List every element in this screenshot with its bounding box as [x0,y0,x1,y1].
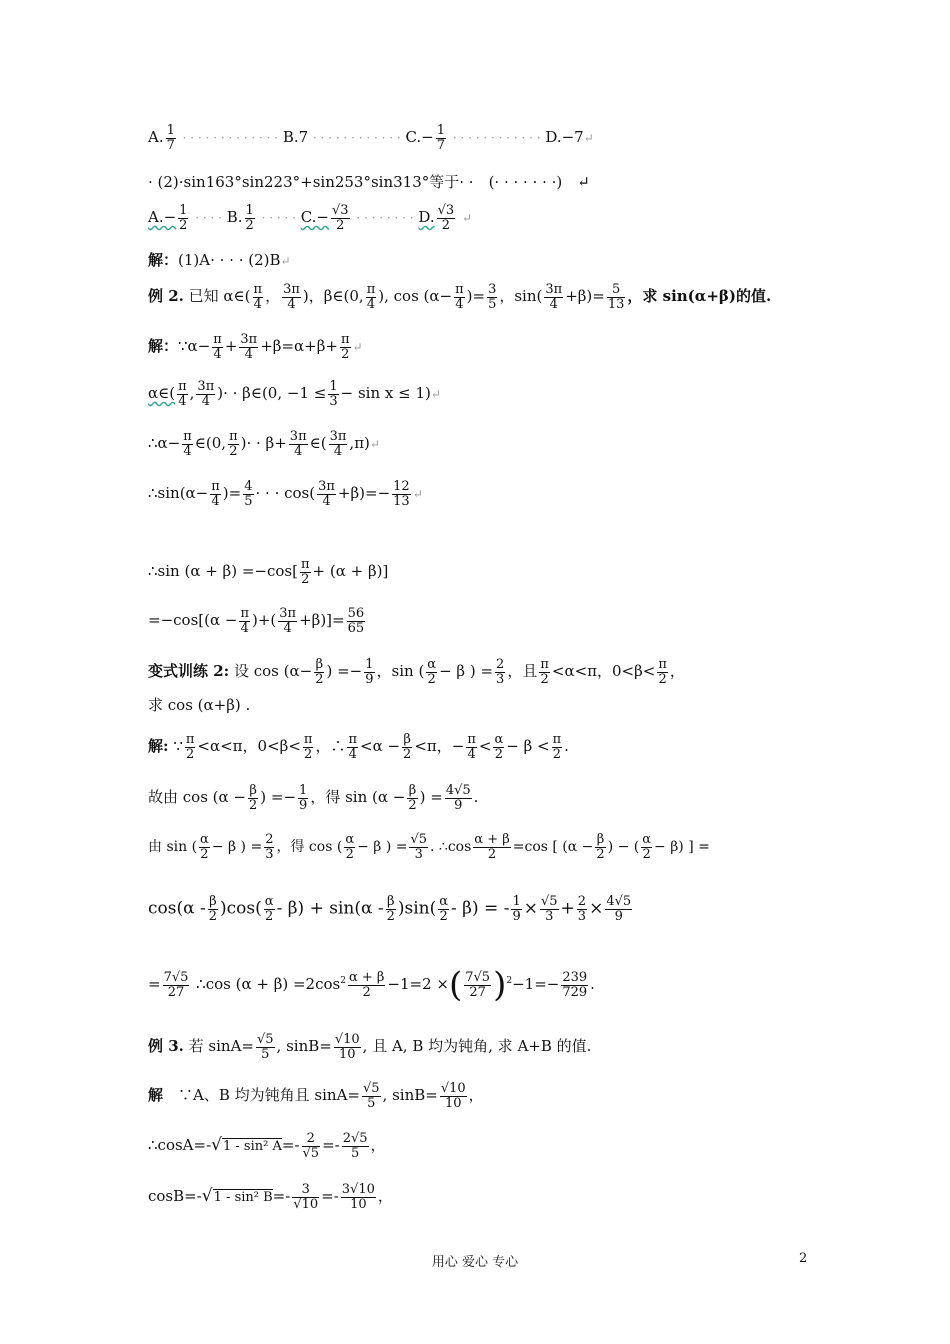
fraction: $\frac{\beta}{2}$ [386,894,395,924]
ex3-sol-line2: ∴cosA=-√1 - sin² A=- $\frac{2}{√5}$ =- $\frac{2√5}{5}$ ， [148,1131,386,1161]
fraction: $\frac{\pi}{2}$ [185,732,195,762]
fraction: $\frac{\pi}{2}$ [340,332,350,362]
fraction: $\frac{\pi}{4}$ [240,606,249,636]
fraction: $\frac{1}{2}$ [179,203,188,233]
fraction: $\frac{√3}{2}$ [331,203,349,233]
fraction: $\frac{2}{3}$ [496,657,505,687]
fraction: $\frac{\alpha + \beta}{2}$ [348,969,385,1000]
fraction: $\frac{3\pi}{4}$ [545,282,563,312]
q2-options: A.− $\frac{1}{2}$ · · · · B. $\frac{1}{2}$ · · · · · C.− $\frac{√3}{2}$ · · · · · · · · D. $\frac{√3}{2}$ ↵ [148,203,472,233]
sol2-line6: =−cos[(α − $\frac{\pi}{4}$ )+( $\frac{3\pi}{4}$ +β)]= $\frac{56}{65}$ [148,606,365,636]
fraction: $\frac{1}{9}$ [365,657,374,687]
fraction: $\frac{\beta}{2}$ [315,657,324,687]
fraction: $\frac{3\pi}{4}$ [240,332,258,362]
fraction: $\frac{3\pi}{4}$ [279,606,297,636]
fraction: $\frac{√5}{3}$ [410,832,428,862]
fraction: $\frac{\pi}{2}$ [552,732,562,762]
fraction: $\frac{\pi}{2}$ [229,429,238,459]
fraction: $\frac{2}{√5}$ [302,1131,320,1161]
fraction: $\frac{\alpha}{2}$ [200,832,209,862]
fraction: $\frac{1}{9}$ [512,894,521,924]
answer-1: 解：(1)A· · · · (2)B↵ [148,251,291,269]
fraction: $\frac{1}{9}$ [299,783,308,813]
vsol-line4: cos(α - $\frac{\beta}{2}$ )cos( $\frac{\alpha}{2}$ - β) + sin(α - $\frac{\beta}{2}$ )sin( $\frac{\alpha}{2}$ - β) = - $\frac{1}{9}$ × $\frac{√5}{3}$ + $\frac{2}{3}$ × $\frac{4√5}{9}$ [148,894,632,924]
fraction: $\frac{\pi}{4}$ [348,732,357,762]
fraction: $\frac{5}{13}$ [607,282,625,312]
fraction: $\frac{\alpha}{2}$ [264,894,274,924]
fraction: $\frac{\beta}{2}$ [208,894,218,924]
fraction: $\frac{\pi}{2}$ [303,732,313,762]
fraction: $\frac{\pi}{2}$ [540,657,549,687]
fraction: $\frac{4}{5}$ [244,479,253,509]
vsol-line2: 故由 cos (α − $\frac{\beta}{2}$ ) =− $\frac{1}{9}$ ，得 sin (α − $\frac{\beta}{2}$ ) = $\frac{4√5}{9}$ . [148,783,479,813]
fraction: $\frac{√10}{10}$ [440,1081,466,1111]
fraction: $\frac{\pi}{4}$ [253,282,263,312]
fraction: $\frac{\pi}{4}$ [211,479,220,509]
fraction: $\frac{12}{13}$ [393,479,410,509]
fraction: $\frac{2√5}{5}$ [342,1131,368,1161]
fraction: $\frac{\pi}{4}$ [366,282,376,312]
page-footer: 用心 爱心 专心 [431,1255,519,1270]
fraction: $\frac{4√5}{9}$ [606,894,632,924]
sol2-line2: α∈( $\frac{\pi}{4}$ , $\frac{3\pi}{4}$ )· · β∈(0, −1 ≤ $\frac{1}{3}$ − sin x ≤ 1)↵ [148,379,441,409]
example-2: 例 2. 已知 α∈( $\frac{\pi}{4}$ ， $\frac{3\pi}{4}$ )，β∈(0, $\frac{\pi}{4}$ ), cos (α− $\frac{\pi}{4}$ )= $\frac{3}{5}$ ，sin( $\frac{3\pi}{4}$ +β)= $\frac{5}{13}$ ，求 sin(α+β)的值. [148,282,772,312]
fraction: $\frac{\alpha}{2}$ [642,832,652,862]
fraction: $\frac{√5}{5}$ [362,1081,380,1111]
fraction: $\frac{√5}{5}$ [256,1032,274,1062]
fraction: $\frac{3\pi}{4}$ [318,479,335,509]
fraction: $\frac{3\pi}{4}$ [197,379,215,409]
fraction: $\frac{3}{5}$ [488,282,497,312]
fraction: $\frac{3}{√10}$ [293,1182,319,1212]
fraction: $\frac{\pi}{2}$ [658,657,667,687]
fraction: $\frac{\alpha}{2}$ [494,732,504,762]
fraction: $\frac{\pi}{4}$ [183,429,192,459]
fraction: $\frac{7√5}{27}$ [163,969,189,1000]
fraction: $\frac{\pi}{4}$ [467,732,476,762]
fraction: $\frac{\beta}{2}$ [596,832,605,862]
fraction: $\frac{\alpha}{2}$ [439,894,449,924]
sol2-line3: ∴α− $\frac{\pi}{4}$ ∈(0, $\frac{\pi}{2}$ )· · β+ $\frac{3\pi}{4}$ ∈( $\frac{3\pi}{4}$ ,π)↵ [148,429,380,459]
fraction: $\frac{\pi}{2}$ [300,557,310,587]
vsol-line3: 由 sin ( $\frac{\alpha}{2}$ − β ) = $\frac{2}{3}$ ，得 cos ( $\frac{\alpha}{2}$ − β ) = $\frac{√5}{3}$ . ∴cos $\frac{\alpha + \beta}{2}$ =cos [ (α − $\frac{\beta}{2}$ ) − ( $\frac{\alpha}{2}$ − β) ] = [148,832,710,862]
fraction: $\frac{\beta}{2}$ [248,783,258,813]
fraction: $\frac{3\pi}{4}$ [329,429,347,459]
fraction: $\frac{\alpha + \beta}{2}$ [474,832,510,862]
fraction: $\frac{\alpha}{2}$ [345,832,355,862]
fraction: $\frac{3\pi}{4}$ [289,429,307,459]
fraction: $\frac{1}{7}$ [166,123,175,153]
sol2-line5: ∴sin (α + β) =−cos[ $\frac{\pi}{2}$ + (α + β)] [148,557,389,587]
variant-2: 变式训练 2: 设 cos (α− $\frac{\beta}{2}$ ) =− $\frac{1}{9}$ ，sin ( $\frac{\alpha}{2}$ − β ) = $\frac{2}{3}$ ，且 $\frac{\pi}{2}$ <α<π，0<β< $\frac{\pi}{2}$ ， [148,657,685,687]
fraction: $\frac{2}{3}$ [577,894,587,924]
fraction: $\frac{1}{2}$ [245,203,254,233]
fraction: $\frac{√3}{2}$ [437,203,455,233]
fraction: $\frac{3√10}{10}$ [341,1182,375,1212]
q2-stem: · (2)·sin163°sin223°+sin253°sin313°等于· · (· · · · · · ·) ↵ [148,173,590,191]
fraction: $\frac{7√5}{27}$ [465,969,491,1000]
fraction: $\frac{\beta}{2}$ [408,783,417,813]
ex3-sol-line3: cosB=-√1 - sin² B=- $\frac{3}{√10}$ =- $\frac{3√10}{10}$ ， [148,1182,393,1212]
fraction: $\frac{1}{7}$ [436,123,446,153]
fraction: $\frac{2}{3}$ [265,832,274,862]
fraction: $\frac{4√5}{9}$ [445,783,471,813]
sol2-line1: 解：∵α− $\frac{\pi}{4}$ + $\frac{3\pi}{4}$ +β=α+β+ $\frac{\pi}{2}$ ↵ [148,332,363,362]
fraction: $\frac{√5}{3}$ [540,894,558,924]
fraction: $\frac{1}{3}$ [329,379,338,409]
fraction: $\frac{\beta}{2}$ [403,732,412,762]
example-3: 例 3. 若 sinA= $\frac{√5}{5}$ , sinB= $\frac{√10}{10}$ , 且 A, B 均为钝角, 求 A+B 的值. [148,1032,592,1062]
fraction: $\frac{239}{729}$ [562,969,588,1000]
fraction: $\frac{\alpha}{2}$ [427,657,437,687]
fraction: $\frac{√10}{10}$ [334,1032,360,1062]
fraction: $\frac{\pi}{4}$ [213,332,222,362]
vsol-line1: 解: ∵ $\frac{\pi}{2}$ <α<π，0<β< $\frac{\pi}{2}$ ，∴ $\frac{\pi}{4}$ <α − $\frac{\beta}{2}$ <π，− $\frac{\pi}{4}$ < $\frac{\alpha}{2}$ − β < $\frac{\pi}{2}$ . [148,732,569,762]
ex3-sol-line1: 解 ∵A、B 均为钝角且 sinA= $\frac{√5}{5}$ , sinB= $\frac{√10}{10}$ ， [148,1081,484,1111]
fraction: $\frac{3\pi}{4}$ [283,282,300,312]
variant-2-line2: 求 cos (α+β) . [148,696,251,714]
page-number: 2 [799,1251,808,1266]
fraction: $\frac{56}{65}$ [347,606,365,636]
q1-options: A. $\frac{1}{7}$ · · · · · · · · · · · · · B.7 · · · · · · · · · · · · C.− $\frac{1}{7}$ · · · · · · · · · · · · D.−7↵ [148,123,594,153]
fraction: $\frac{\pi}{4}$ [178,379,187,409]
sol2-line4: ∴sin(α− $\frac{\pi}{4}$ )= $\frac{4}{5}$ · · · cos( $\frac{3\pi}{4}$ +β)=− $\frac{12}{13}$ ↵ [148,479,423,509]
fraction: $\frac{\pi}{4}$ [455,282,464,312]
vsol-line5: = $\frac{7√5}{27}$ ∴cos $(\alpha + \beta) =2\cos^2$ $\frac{\alpha + \beta}{2}$ −1=2 ×( $\frac{7√5}{27}$ )$^2$−1=− $\frac{239}{729}$ . [148,965,595,1005]
